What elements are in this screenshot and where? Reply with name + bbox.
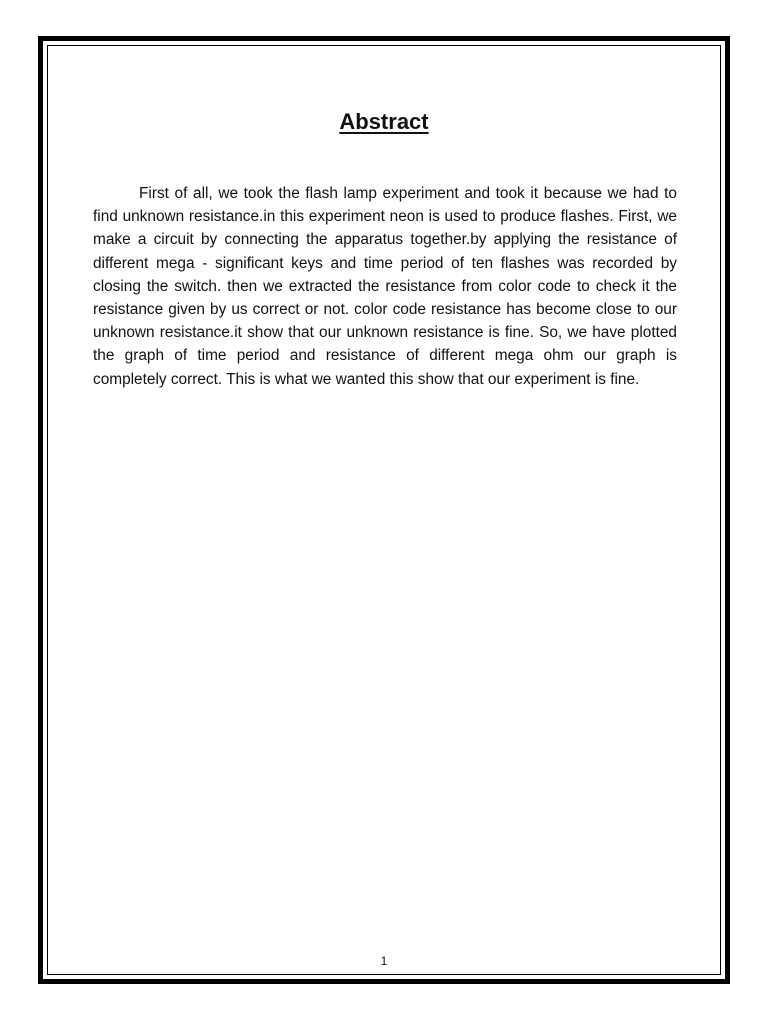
abstract-paragraph: First of all, we took the flash lamp experiment and took it because we had to find unknown resistance.in this experiment neon is used to produce flashes. First, we make a circuit by connecting the apparatus together.by applying the resistance of different mega - significant keys and time period of ten flashes was recorded by closing the switch. then we extracted the resistance from color code to check it the resistance given by us correct or not. color code resistance has become close to our unknown resistance.it show that our unknown resistance is fine. So, we have plotted the graph of time period and resistance of different mega ohm our graph is completely correct. This is what we wanted this show that our experiment is fine.	[93, 185, 677, 388]
page-border	[38, 36, 730, 984]
abstract-title: Abstract	[339, 109, 429, 134]
page-number: 1	[380, 954, 388, 968]
